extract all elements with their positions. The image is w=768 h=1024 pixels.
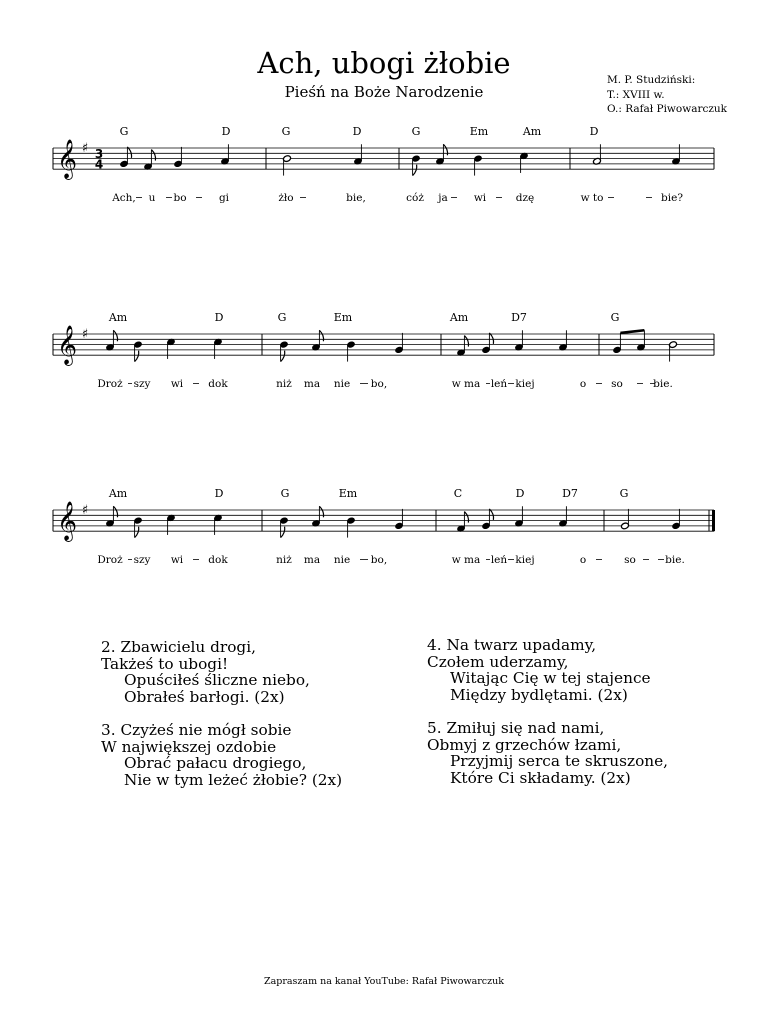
verse-4 (427, 637, 651, 703)
lyric-syllable: bie. (653, 378, 673, 390)
chord-symbol: D7 (511, 311, 527, 324)
final-bar-thick (712, 510, 715, 531)
chord-symbol: G (277, 311, 287, 324)
lyric-syllable: bie. (665, 554, 685, 566)
lyric-syllable: so (611, 378, 623, 390)
note-flag (281, 351, 285, 362)
chord-symbol: Em (469, 125, 489, 138)
verse-line: Witając Cię w tej stajence (450, 669, 651, 688)
chord-symbol: D (589, 125, 599, 138)
verse-3 (101, 722, 342, 788)
lyric-syllable: bo (173, 192, 187, 204)
note-flag (413, 165, 417, 176)
lyric-syllable: ja (438, 192, 448, 204)
lyric-syllable: leń (490, 378, 508, 390)
verse-5 (427, 720, 668, 786)
lyric-syllable: niż (276, 378, 292, 390)
verse-line: 3. Czyżeś nie mógł sobie (101, 721, 292, 739)
chord-symbol: G (281, 125, 291, 138)
chord-symbol: D (214, 311, 224, 324)
chord-symbol: D (214, 487, 224, 500)
lyric-syllable: Ach, (112, 192, 136, 204)
chord-symbol: G (119, 125, 129, 138)
lyric-syllable: bo, (370, 554, 388, 566)
note-flag (127, 147, 131, 158)
verse-line: Czołem uderzamy, (427, 652, 569, 671)
footer-note: Zapraszam na kanał YouTube: Rafał Piwowarczuk (263, 976, 505, 987)
lyric-syllable: wi (170, 554, 184, 566)
verse-line: Które Ci składamy. (2x) (450, 768, 631, 787)
note-flag (135, 527, 139, 538)
chord-symbol: Am (108, 487, 128, 500)
chord-symbol: G (610, 311, 620, 324)
lyric-syllable: Droż (97, 554, 123, 566)
lyric-syllable: w ma (451, 378, 481, 390)
key-sharp-icon: ♯ (81, 503, 89, 518)
lyric-syllable: dzę (515, 192, 535, 204)
note-flag (489, 333, 493, 344)
chord-symbol: G (619, 487, 629, 500)
song-subtitle: Pieśń na Boże Narodzenie (284, 83, 484, 101)
time-signature-bottom: 4 (94, 157, 104, 172)
chord-symbol: Am (108, 311, 128, 324)
arrangement-credit: O.: Rafał Piwowarczuk (607, 103, 728, 115)
chord-symbol: Am (522, 125, 542, 138)
verse-line: Obmyj z grzechów łzami, (427, 735, 622, 754)
lyric-syllable: wi (473, 192, 487, 204)
lyric-syllable: szy (133, 378, 151, 390)
lyric-syllable: ma (303, 378, 321, 390)
chord-symbol: D7 (562, 487, 578, 500)
treble-clef-icon: 𝄞 (56, 501, 78, 541)
lyric-syllable: ma (303, 554, 321, 566)
lyric-syllable: gi (218, 192, 230, 204)
lyric-syllable: o (579, 378, 587, 390)
lyric-syllable: nie (333, 554, 351, 566)
lyric-syllable: w ma (451, 554, 481, 566)
lyric-syllable: w to (580, 192, 604, 204)
key-sharp-icon: ♯ (81, 327, 89, 342)
chord-symbol: Am (449, 311, 469, 324)
lyric-syllable: kiej (515, 554, 535, 566)
chord-symbol: D (221, 125, 231, 138)
verse-line: W największej ozdobie (101, 737, 277, 756)
lyric-syllable: Droż (97, 378, 123, 390)
treble-clef-icon: 𝄞 (56, 325, 78, 365)
chord-symbol: Em (333, 311, 353, 324)
note-flag (281, 527, 285, 538)
lyric-syllable: so (624, 554, 636, 566)
lyric-syllable: u (148, 192, 156, 204)
verse-2 (101, 639, 310, 705)
lyric-syllable: bo, (370, 378, 388, 390)
lyric-syllable: żło (278, 192, 294, 204)
chord-symbol: D (352, 125, 362, 138)
staff-system (53, 144, 714, 197)
note-beam (620, 330, 644, 333)
chord-symbol: G (280, 487, 290, 500)
note-flag (489, 509, 493, 520)
verse-line: Nie w tym leżeć żłobie? (2x) (124, 770, 343, 789)
lyric-syllable: kiej (515, 378, 535, 390)
lyric-syllable: bie? (661, 192, 683, 204)
lyric-syllable: leń (490, 554, 508, 566)
staff-system (53, 506, 715, 559)
text-credit: T.: XVIII w. (607, 88, 665, 101)
lyric-syllable: dok (208, 378, 228, 390)
chord-symbol: G (411, 125, 421, 138)
time-signature-top: 3 (94, 147, 104, 161)
verse-line: Przyjmij serca te skruszone, (450, 752, 669, 771)
verse-line: 5. Zmiłuj się nad nami, (427, 719, 605, 737)
verse-line: Opuściłeś śliczne niebo, (124, 671, 310, 690)
lyric-syllable: dok (208, 554, 228, 566)
composer-credit: M. P. Studziński: (607, 74, 696, 86)
lyric-syllable: o (579, 554, 587, 566)
treble-clef-icon: 𝄞 (56, 139, 78, 179)
lyric-syllable: niż (276, 554, 292, 566)
chord-symbol: C (453, 487, 463, 500)
verse-line: 2. Zbawicielu drogi, (101, 638, 256, 656)
song-title: Ach, ubogi żłobie (257, 46, 511, 80)
verse-line: Obrać pałacu drogiego, (124, 754, 307, 773)
lyric-syllable: szy (133, 554, 151, 566)
key-sharp-icon: ♯ (81, 141, 89, 156)
note-flag (135, 351, 139, 362)
verse-line: Obrałeś barłogi. (2x) (124, 687, 285, 706)
chord-symbol: Em (338, 487, 358, 500)
lyric-syllable: wi (170, 378, 184, 390)
staff-system (53, 330, 714, 383)
verse-line: Między bydlętami. (2x) (450, 685, 628, 704)
verse-line: 4. Na twarz upadamy, (427, 636, 597, 654)
lyric-syllable: bie, (346, 192, 366, 204)
lyric-syllable: nie (333, 378, 351, 390)
chord-symbol: D (515, 487, 525, 500)
lyric-syllable: cóż (406, 192, 424, 204)
verse-line: Takżeś to ubogi! (101, 654, 229, 673)
